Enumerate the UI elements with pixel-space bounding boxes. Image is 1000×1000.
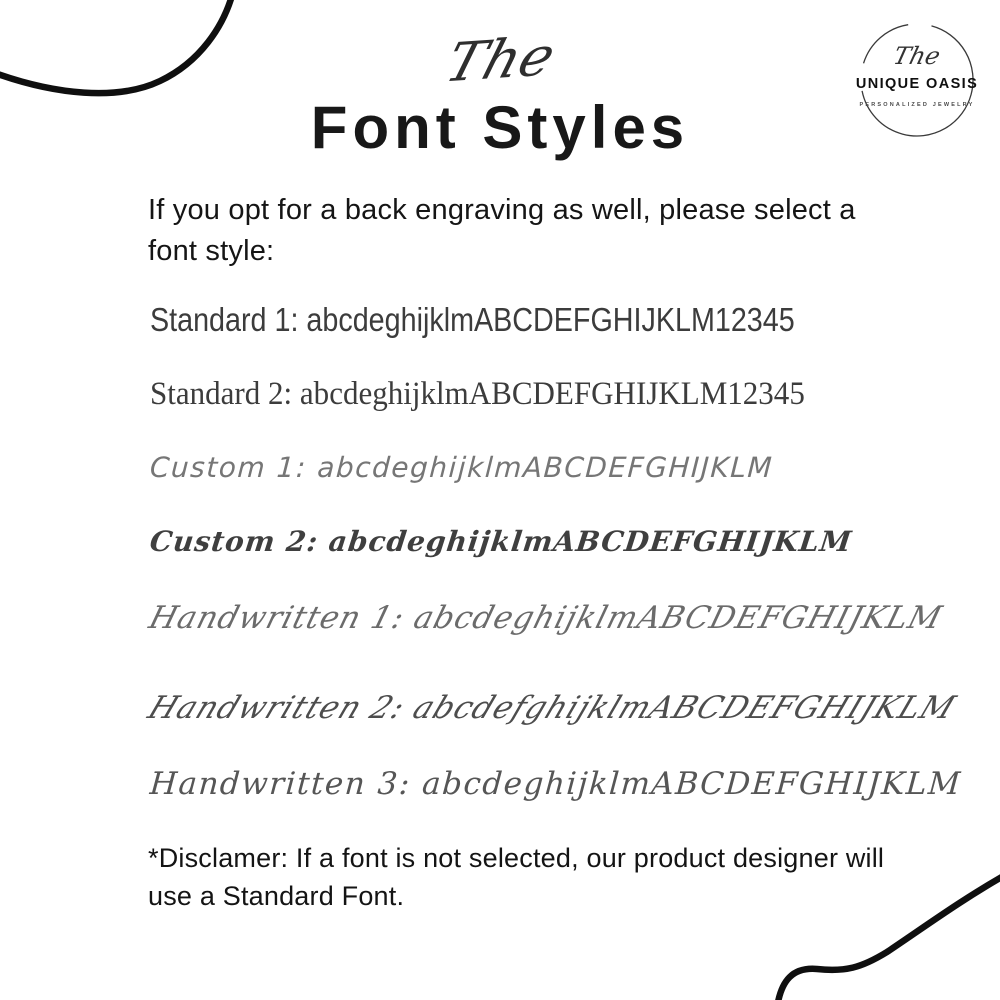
font-sample-label: Standard 2:: [150, 376, 293, 412]
font-sample-label: Handwritten 2:: [143, 690, 411, 726]
font-sample-text: abcdeghijklmABCDEFGHIJKLM: [326, 525, 854, 558]
font-sample-text: abcdeghijklmABCDEFGHIJKLM: [420, 766, 963, 802]
font-sample-text: abcdeghijklmABCDEFGHIJKLM: [409, 600, 947, 636]
font-sample-text: abcdeghijklmABCDEFGHIJKLM12345: [299, 376, 805, 412]
font-sample-row-custom-2: [148, 525, 854, 558]
logo-brand-name: UNIQUE OASIS: [855, 76, 979, 92]
intro-text: If you opt for a back engraving as well, please select a font style:: [148, 194, 856, 267]
font-sample-label: Handwritten 1:: [145, 600, 409, 636]
font-sample-label: Standard 1:: [150, 301, 299, 338]
font-sample-row-standard-2: [150, 376, 805, 413]
font-sample-row-standard-1: [150, 301, 795, 339]
header-script-word: The: [438, 24, 562, 95]
font-sample-row-handwritten-3: [149, 766, 963, 802]
font-sample-text: abcdefghijklmABCDEFGHIJKLM: [407, 690, 961, 726]
corner-squiggle-top-left-icon: [0, 0, 250, 110]
logo-tagline: PERSONALIZED JEWELRY: [859, 102, 975, 108]
font-sample-label: Custom 1:: [149, 451, 308, 484]
font-sample-label: Handwritten 3:: [148, 766, 413, 802]
font-sample-text: abcdeghijklmABCDEFGHIJKLM: [316, 451, 775, 484]
font-sample-label: Custom 2:: [147, 525, 321, 558]
logo-script-word: The: [890, 42, 944, 70]
font-sample-row-handwritten-2: [143, 690, 961, 726]
font-sample-row-custom-1: [149, 451, 774, 484]
page-title: Font Styles: [310, 94, 690, 161]
font-sample-row-handwritten-1: [145, 600, 946, 636]
font-sample-text: abcdeghijklmABCDEFGHIJKLM12345: [306, 301, 795, 338]
disclaimer-text: *Disclamer: If a font is not selected, our product designer will use a Standard Font.: [148, 843, 885, 911]
